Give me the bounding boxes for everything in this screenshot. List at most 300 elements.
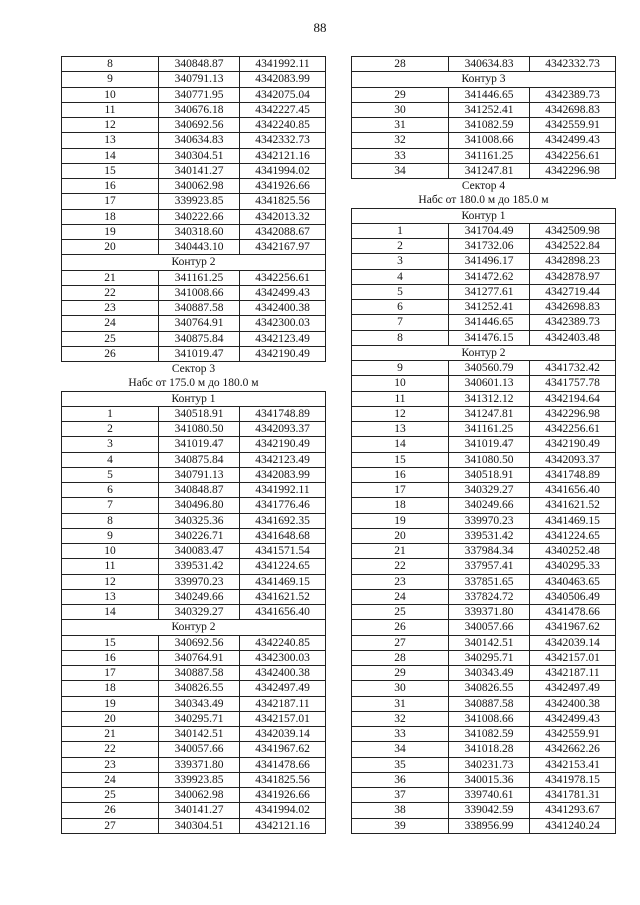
point-number-cell: 18 bbox=[62, 209, 159, 224]
table-row bbox=[62, 57, 326, 72]
table-row bbox=[62, 406, 326, 421]
point-number-cell: 17 bbox=[352, 483, 449, 498]
point-number-cell: 21 bbox=[352, 544, 449, 559]
x-coordinate-cell: 339371.80 bbox=[159, 757, 240, 772]
table-row bbox=[352, 254, 616, 269]
table-row bbox=[352, 818, 616, 833]
section-heading: Набс от 175.0 м до 180.0 м bbox=[128, 377, 259, 390]
table-row bbox=[62, 467, 326, 482]
table-row bbox=[352, 757, 616, 772]
table-row bbox=[62, 528, 326, 543]
x-coordinate-cell: 339531.42 bbox=[159, 559, 240, 574]
point-number-cell: 19 bbox=[62, 224, 159, 239]
point-number-cell: 23 bbox=[352, 574, 449, 589]
y-coordinate-cell: 4342190.49 bbox=[240, 346, 326, 361]
y-coordinate-cell: 4342227.45 bbox=[240, 102, 326, 117]
x-coordinate-cell: 341082.59 bbox=[449, 118, 530, 133]
point-number-cell: 12 bbox=[62, 118, 159, 133]
point-number-cell: 22 bbox=[352, 559, 449, 574]
x-coordinate-cell: 340887.58 bbox=[449, 696, 530, 711]
table-row bbox=[352, 361, 616, 376]
table-row bbox=[62, 574, 326, 589]
point-number-cell: 20 bbox=[62, 240, 159, 255]
y-coordinate-cell: 4341469.15 bbox=[530, 513, 616, 528]
point-number-cell: 17 bbox=[62, 194, 159, 209]
y-coordinate-cell: 4341478.66 bbox=[240, 757, 326, 772]
table-row bbox=[62, 285, 326, 300]
y-coordinate-cell: 4342332.73 bbox=[530, 57, 616, 72]
table-row bbox=[62, 118, 326, 133]
point-number-cell: 24 bbox=[62, 772, 159, 787]
section-heading-row bbox=[62, 376, 326, 391]
point-number-cell: 35 bbox=[352, 757, 449, 772]
y-coordinate-cell: 4342256.61 bbox=[240, 270, 326, 285]
x-coordinate-cell: 340222.66 bbox=[159, 209, 240, 224]
point-number-cell: 30 bbox=[352, 681, 449, 696]
x-coordinate-cell: 340329.27 bbox=[449, 483, 530, 498]
point-number-cell: 10 bbox=[62, 544, 159, 559]
table-row bbox=[352, 772, 616, 787]
table-row bbox=[352, 57, 616, 72]
table-row bbox=[352, 696, 616, 711]
contour-label: Контур 2 bbox=[352, 345, 616, 360]
table-row bbox=[352, 727, 616, 742]
x-coordinate-cell: 340848.87 bbox=[159, 57, 240, 72]
x-coordinate-cell: 337824.72 bbox=[449, 589, 530, 604]
table-row bbox=[62, 194, 326, 209]
point-number-cell: 5 bbox=[62, 467, 159, 482]
table-row bbox=[352, 559, 616, 574]
table-row bbox=[62, 513, 326, 528]
point-number-cell: 11 bbox=[62, 102, 159, 117]
contour-label: Контур 2 bbox=[62, 255, 326, 270]
y-coordinate-cell: 4342898.23 bbox=[530, 254, 616, 269]
y-coordinate-cell: 4341469.15 bbox=[240, 574, 326, 589]
y-coordinate-cell: 4341240.24 bbox=[530, 818, 616, 833]
table-row bbox=[352, 391, 616, 406]
y-coordinate-cell: 4341926.66 bbox=[240, 179, 326, 194]
table-row bbox=[62, 666, 326, 681]
y-coordinate-cell: 4340506.49 bbox=[530, 589, 616, 604]
y-coordinate-cell: 4341994.02 bbox=[240, 803, 326, 818]
point-number-cell: 25 bbox=[352, 605, 449, 620]
table-row bbox=[352, 803, 616, 818]
table-row bbox=[352, 376, 616, 391]
y-coordinate-cell: 4342240.85 bbox=[240, 118, 326, 133]
x-coordinate-cell: 340062.98 bbox=[159, 788, 240, 803]
point-number-cell: 13 bbox=[62, 133, 159, 148]
x-coordinate-cell: 341312.12 bbox=[449, 391, 530, 406]
point-number-cell: 20 bbox=[352, 528, 449, 543]
point-number-cell: 31 bbox=[352, 118, 449, 133]
point-number-cell: 8 bbox=[352, 330, 449, 345]
point-number-cell: 9 bbox=[62, 528, 159, 543]
x-coordinate-cell: 340304.51 bbox=[159, 148, 240, 163]
x-coordinate-cell: 340057.66 bbox=[449, 620, 530, 635]
table-row bbox=[352, 315, 616, 330]
table-row bbox=[62, 209, 326, 224]
point-number-cell: 36 bbox=[352, 772, 449, 787]
x-coordinate-cell: 340518.91 bbox=[449, 467, 530, 482]
y-coordinate-cell: 4342878.97 bbox=[530, 269, 616, 284]
point-number-cell: 25 bbox=[62, 331, 159, 346]
x-coordinate-cell: 340676.18 bbox=[159, 102, 240, 117]
y-coordinate-cell: 4342719.44 bbox=[530, 284, 616, 299]
table-row bbox=[62, 346, 326, 361]
section-heading: Сектор 4 bbox=[461, 180, 506, 193]
table-row bbox=[62, 757, 326, 772]
y-coordinate-cell: 4340252.48 bbox=[530, 544, 616, 559]
section-heading-row bbox=[352, 179, 616, 194]
point-number-cell: 2 bbox=[62, 422, 159, 437]
point-number-cell: 23 bbox=[62, 301, 159, 316]
point-number-cell: 23 bbox=[62, 757, 159, 772]
table-row bbox=[352, 620, 616, 635]
contour-label-row bbox=[62, 620, 326, 635]
y-coordinate-cell: 4342296.98 bbox=[530, 406, 616, 421]
table-row bbox=[352, 148, 616, 163]
table-row bbox=[352, 650, 616, 665]
y-coordinate-cell: 4342075.04 bbox=[240, 87, 326, 102]
y-coordinate-cell: 4341926.66 bbox=[240, 788, 326, 803]
contour-label: Контур 3 bbox=[352, 72, 616, 87]
point-number-cell: 16 bbox=[62, 650, 159, 665]
table-row bbox=[352, 284, 616, 299]
x-coordinate-cell: 340887.58 bbox=[159, 301, 240, 316]
point-number-cell: 37 bbox=[352, 788, 449, 803]
x-coordinate-cell: 337984.34 bbox=[449, 544, 530, 559]
section-heading: Набс от 180.0 м до 185.0 м bbox=[418, 194, 549, 207]
table-row bbox=[352, 788, 616, 803]
x-coordinate-cell: 340343.49 bbox=[449, 666, 530, 681]
x-coordinate-cell: 341476.15 bbox=[449, 330, 530, 345]
y-coordinate-cell: 4341748.89 bbox=[240, 406, 326, 421]
y-coordinate-cell: 4342123.49 bbox=[240, 452, 326, 467]
y-coordinate-cell: 4342190.49 bbox=[240, 437, 326, 452]
table-row bbox=[352, 239, 616, 254]
x-coordinate-cell: 340083.47 bbox=[159, 544, 240, 559]
x-coordinate-cell: 339970.23 bbox=[449, 513, 530, 528]
point-number-cell: 12 bbox=[352, 406, 449, 421]
y-coordinate-cell: 4341992.11 bbox=[240, 57, 326, 72]
x-coordinate-cell: 341496.17 bbox=[449, 254, 530, 269]
y-coordinate-cell: 4342240.85 bbox=[240, 635, 326, 650]
x-coordinate-cell: 340142.51 bbox=[449, 635, 530, 650]
table-row bbox=[352, 406, 616, 421]
point-number-cell: 24 bbox=[62, 316, 159, 331]
y-coordinate-cell: 4341978.15 bbox=[530, 772, 616, 787]
point-number-cell: 10 bbox=[352, 376, 449, 391]
x-coordinate-cell: 341247.81 bbox=[449, 163, 530, 178]
x-coordinate-cell: 341008.66 bbox=[449, 133, 530, 148]
y-coordinate-cell: 4341732.42 bbox=[530, 361, 616, 376]
point-number-cell: 29 bbox=[352, 666, 449, 681]
left-coordinates-table bbox=[61, 56, 326, 834]
table-row bbox=[62, 681, 326, 696]
table-row bbox=[62, 544, 326, 559]
table-row bbox=[62, 316, 326, 331]
point-number-cell: 39 bbox=[352, 818, 449, 833]
y-coordinate-cell: 4342088.67 bbox=[240, 224, 326, 239]
point-number-cell: 26 bbox=[62, 803, 159, 818]
point-number-cell: 13 bbox=[62, 589, 159, 604]
table-row bbox=[352, 742, 616, 757]
x-coordinate-cell: 341008.66 bbox=[449, 711, 530, 726]
point-number-cell: 27 bbox=[62, 818, 159, 833]
x-coordinate-cell: 340601.13 bbox=[449, 376, 530, 391]
point-number-cell: 26 bbox=[62, 346, 159, 361]
table-row bbox=[352, 589, 616, 604]
x-coordinate-cell: 337957.41 bbox=[449, 559, 530, 574]
table-row bbox=[62, 331, 326, 346]
y-coordinate-cell: 4342013.32 bbox=[240, 209, 326, 224]
y-coordinate-cell: 4341648.68 bbox=[240, 528, 326, 543]
table-row bbox=[352, 635, 616, 650]
page-number: 88 bbox=[313, 20, 327, 35]
x-coordinate-cell: 341080.50 bbox=[449, 452, 530, 467]
table-row bbox=[62, 650, 326, 665]
y-coordinate-cell: 4342153.41 bbox=[530, 757, 616, 772]
x-coordinate-cell: 340142.51 bbox=[159, 727, 240, 742]
table-row bbox=[62, 803, 326, 818]
table-row bbox=[352, 681, 616, 696]
x-coordinate-cell: 340249.66 bbox=[449, 498, 530, 513]
point-number-cell: 17 bbox=[62, 666, 159, 681]
point-number-cell: 7 bbox=[62, 498, 159, 513]
point-number-cell: 4 bbox=[352, 269, 449, 284]
y-coordinate-cell: 4340463.65 bbox=[530, 574, 616, 589]
point-number-cell: 34 bbox=[352, 163, 449, 178]
table-row bbox=[62, 240, 326, 255]
x-coordinate-cell: 340141.27 bbox=[159, 163, 240, 178]
y-coordinate-cell: 4342300.03 bbox=[240, 650, 326, 665]
point-number-cell: 27 bbox=[352, 635, 449, 650]
x-coordinate-cell: 341446.65 bbox=[449, 87, 530, 102]
y-coordinate-cell: 4342167.97 bbox=[240, 240, 326, 255]
x-coordinate-cell: 341472.62 bbox=[449, 269, 530, 284]
y-coordinate-cell: 4342400.38 bbox=[530, 696, 616, 711]
y-coordinate-cell: 4341571.54 bbox=[240, 544, 326, 559]
y-coordinate-cell: 4341621.52 bbox=[240, 589, 326, 604]
y-coordinate-cell: 4342497.49 bbox=[240, 681, 326, 696]
table-row bbox=[62, 224, 326, 239]
y-coordinate-cell: 4342497.49 bbox=[530, 681, 616, 696]
x-coordinate-cell: 340231.73 bbox=[449, 757, 530, 772]
x-coordinate-cell: 340692.56 bbox=[159, 635, 240, 650]
x-coordinate-cell: 338956.99 bbox=[449, 818, 530, 833]
point-number-cell: 21 bbox=[62, 727, 159, 742]
x-coordinate-cell: 340057.66 bbox=[159, 742, 240, 757]
x-coordinate-cell: 340304.51 bbox=[159, 818, 240, 833]
y-coordinate-cell: 4342093.37 bbox=[530, 452, 616, 467]
point-number-cell: 34 bbox=[352, 742, 449, 757]
x-coordinate-cell: 340887.58 bbox=[159, 666, 240, 681]
x-coordinate-cell: 341704.49 bbox=[449, 223, 530, 238]
y-coordinate-cell: 4342509.98 bbox=[530, 223, 616, 238]
point-number-cell: 22 bbox=[62, 285, 159, 300]
point-number-cell: 16 bbox=[62, 179, 159, 194]
contour-label-row bbox=[352, 72, 616, 87]
table-row bbox=[352, 269, 616, 284]
y-coordinate-cell: 4342400.38 bbox=[240, 301, 326, 316]
x-coordinate-cell: 340848.87 bbox=[159, 483, 240, 498]
table-row bbox=[62, 818, 326, 833]
contour-label-row bbox=[352, 208, 616, 223]
table-row bbox=[352, 467, 616, 482]
x-coordinate-cell: 340634.83 bbox=[449, 57, 530, 72]
table-row bbox=[352, 544, 616, 559]
point-number-cell: 5 bbox=[352, 284, 449, 299]
y-coordinate-cell: 4342187.11 bbox=[240, 696, 326, 711]
x-coordinate-cell: 341008.66 bbox=[159, 285, 240, 300]
point-number-cell: 38 bbox=[352, 803, 449, 818]
y-coordinate-cell: 4342389.73 bbox=[530, 315, 616, 330]
table-row bbox=[352, 437, 616, 452]
table-row bbox=[62, 696, 326, 711]
table-row bbox=[62, 270, 326, 285]
point-number-cell: 4 bbox=[62, 452, 159, 467]
table-row bbox=[352, 300, 616, 315]
y-coordinate-cell: 4342194.64 bbox=[530, 391, 616, 406]
point-number-cell: 3 bbox=[352, 254, 449, 269]
x-coordinate-cell: 339371.80 bbox=[449, 605, 530, 620]
x-coordinate-cell: 340318.60 bbox=[159, 224, 240, 239]
x-coordinate-cell: 340771.95 bbox=[159, 87, 240, 102]
section-heading-row bbox=[352, 193, 616, 208]
point-number-cell: 8 bbox=[62, 513, 159, 528]
left-table-body bbox=[62, 57, 326, 834]
contour-label: Контур 1 bbox=[352, 208, 616, 223]
x-coordinate-cell: 341082.59 bbox=[449, 727, 530, 742]
x-coordinate-cell: 340826.55 bbox=[159, 681, 240, 696]
x-coordinate-cell: 340518.91 bbox=[159, 406, 240, 421]
table-row bbox=[352, 87, 616, 102]
y-coordinate-cell: 4342300.03 bbox=[240, 316, 326, 331]
y-coordinate-cell: 4342698.83 bbox=[530, 102, 616, 117]
x-coordinate-cell: 341732.06 bbox=[449, 239, 530, 254]
y-coordinate-cell: 4341776.46 bbox=[240, 498, 326, 513]
y-coordinate-cell: 4341757.78 bbox=[530, 376, 616, 391]
table-row bbox=[62, 301, 326, 316]
table-row bbox=[62, 772, 326, 787]
x-coordinate-cell: 340560.79 bbox=[449, 361, 530, 376]
point-number-cell: 19 bbox=[62, 696, 159, 711]
table-row bbox=[352, 330, 616, 345]
y-coordinate-cell: 4341781.31 bbox=[530, 788, 616, 803]
y-coordinate-cell: 4340295.33 bbox=[530, 559, 616, 574]
point-number-cell: 14 bbox=[62, 605, 159, 620]
point-number-cell: 28 bbox=[352, 57, 449, 72]
x-coordinate-cell: 340249.66 bbox=[159, 589, 240, 604]
y-coordinate-cell: 4341224.65 bbox=[530, 528, 616, 543]
y-coordinate-cell: 4342121.16 bbox=[240, 818, 326, 833]
y-coordinate-cell: 4341992.11 bbox=[240, 483, 326, 498]
x-coordinate-cell: 340329.27 bbox=[159, 605, 240, 620]
x-coordinate-cell: 339970.23 bbox=[159, 574, 240, 589]
x-coordinate-cell: 340875.84 bbox=[159, 452, 240, 467]
y-coordinate-cell: 4342187.11 bbox=[530, 666, 616, 681]
point-number-cell: 32 bbox=[352, 133, 449, 148]
y-coordinate-cell: 4342039.14 bbox=[240, 727, 326, 742]
point-number-cell: 30 bbox=[352, 102, 449, 117]
x-coordinate-cell: 340325.36 bbox=[159, 513, 240, 528]
y-coordinate-cell: 4342559.91 bbox=[530, 118, 616, 133]
x-coordinate-cell: 339740.61 bbox=[449, 788, 530, 803]
point-number-cell: 14 bbox=[352, 437, 449, 452]
contour-label-row bbox=[62, 391, 326, 406]
y-coordinate-cell: 4341293.67 bbox=[530, 803, 616, 818]
point-number-cell: 18 bbox=[62, 681, 159, 696]
x-coordinate-cell: 341161.25 bbox=[449, 422, 530, 437]
x-coordinate-cell: 340875.84 bbox=[159, 331, 240, 346]
table-row bbox=[352, 513, 616, 528]
x-coordinate-cell: 340343.49 bbox=[159, 696, 240, 711]
table-row bbox=[352, 133, 616, 148]
y-coordinate-cell: 4342190.49 bbox=[530, 437, 616, 452]
point-number-cell: 22 bbox=[62, 742, 159, 757]
table-row bbox=[352, 528, 616, 543]
point-number-cell: 7 bbox=[352, 315, 449, 330]
y-coordinate-cell: 4342662.26 bbox=[530, 742, 616, 757]
y-coordinate-cell: 4341748.89 bbox=[530, 467, 616, 482]
y-coordinate-cell: 4342522.84 bbox=[530, 239, 616, 254]
y-coordinate-cell: 4342121.16 bbox=[240, 148, 326, 163]
point-number-cell: 9 bbox=[352, 361, 449, 376]
point-number-cell: 29 bbox=[352, 87, 449, 102]
table-row bbox=[62, 742, 326, 757]
right-coordinates-table bbox=[351, 56, 616, 834]
point-number-cell: 18 bbox=[352, 498, 449, 513]
y-coordinate-cell: 4342403.48 bbox=[530, 330, 616, 345]
table-row bbox=[352, 223, 616, 238]
y-coordinate-cell: 4342332.73 bbox=[240, 133, 326, 148]
table-row bbox=[62, 605, 326, 620]
table-row bbox=[352, 422, 616, 437]
x-coordinate-cell: 340295.71 bbox=[449, 650, 530, 665]
point-number-cell: 15 bbox=[352, 452, 449, 467]
x-coordinate-cell: 339042.59 bbox=[449, 803, 530, 818]
x-coordinate-cell: 341080.50 bbox=[159, 422, 240, 437]
table-row bbox=[62, 498, 326, 513]
x-coordinate-cell: 341277.61 bbox=[449, 284, 530, 299]
x-coordinate-cell: 340826.55 bbox=[449, 681, 530, 696]
x-coordinate-cell: 339923.85 bbox=[159, 772, 240, 787]
y-coordinate-cell: 4342093.37 bbox=[240, 422, 326, 437]
x-coordinate-cell: 339531.42 bbox=[449, 528, 530, 543]
point-number-cell: 24 bbox=[352, 589, 449, 604]
table-row bbox=[352, 605, 616, 620]
table-row bbox=[62, 452, 326, 467]
y-coordinate-cell: 4341224.65 bbox=[240, 559, 326, 574]
y-coordinate-cell: 4342499.43 bbox=[530, 711, 616, 726]
x-coordinate-cell: 341019.47 bbox=[159, 346, 240, 361]
x-coordinate-cell: 340295.71 bbox=[159, 711, 240, 726]
y-coordinate-cell: 4341692.35 bbox=[240, 513, 326, 528]
x-coordinate-cell: 340015.36 bbox=[449, 772, 530, 787]
table-row bbox=[352, 452, 616, 467]
table-row bbox=[62, 711, 326, 726]
y-coordinate-cell: 4341656.40 bbox=[530, 483, 616, 498]
point-number-cell: 2 bbox=[352, 239, 449, 254]
x-coordinate-cell: 341019.47 bbox=[159, 437, 240, 452]
table-row bbox=[352, 711, 616, 726]
x-coordinate-cell: 340062.98 bbox=[159, 179, 240, 194]
x-coordinate-cell: 340634.83 bbox=[159, 133, 240, 148]
y-coordinate-cell: 4342083.99 bbox=[240, 72, 326, 87]
table-row bbox=[62, 179, 326, 194]
point-number-cell: 21 bbox=[62, 270, 159, 285]
table-row bbox=[62, 559, 326, 574]
